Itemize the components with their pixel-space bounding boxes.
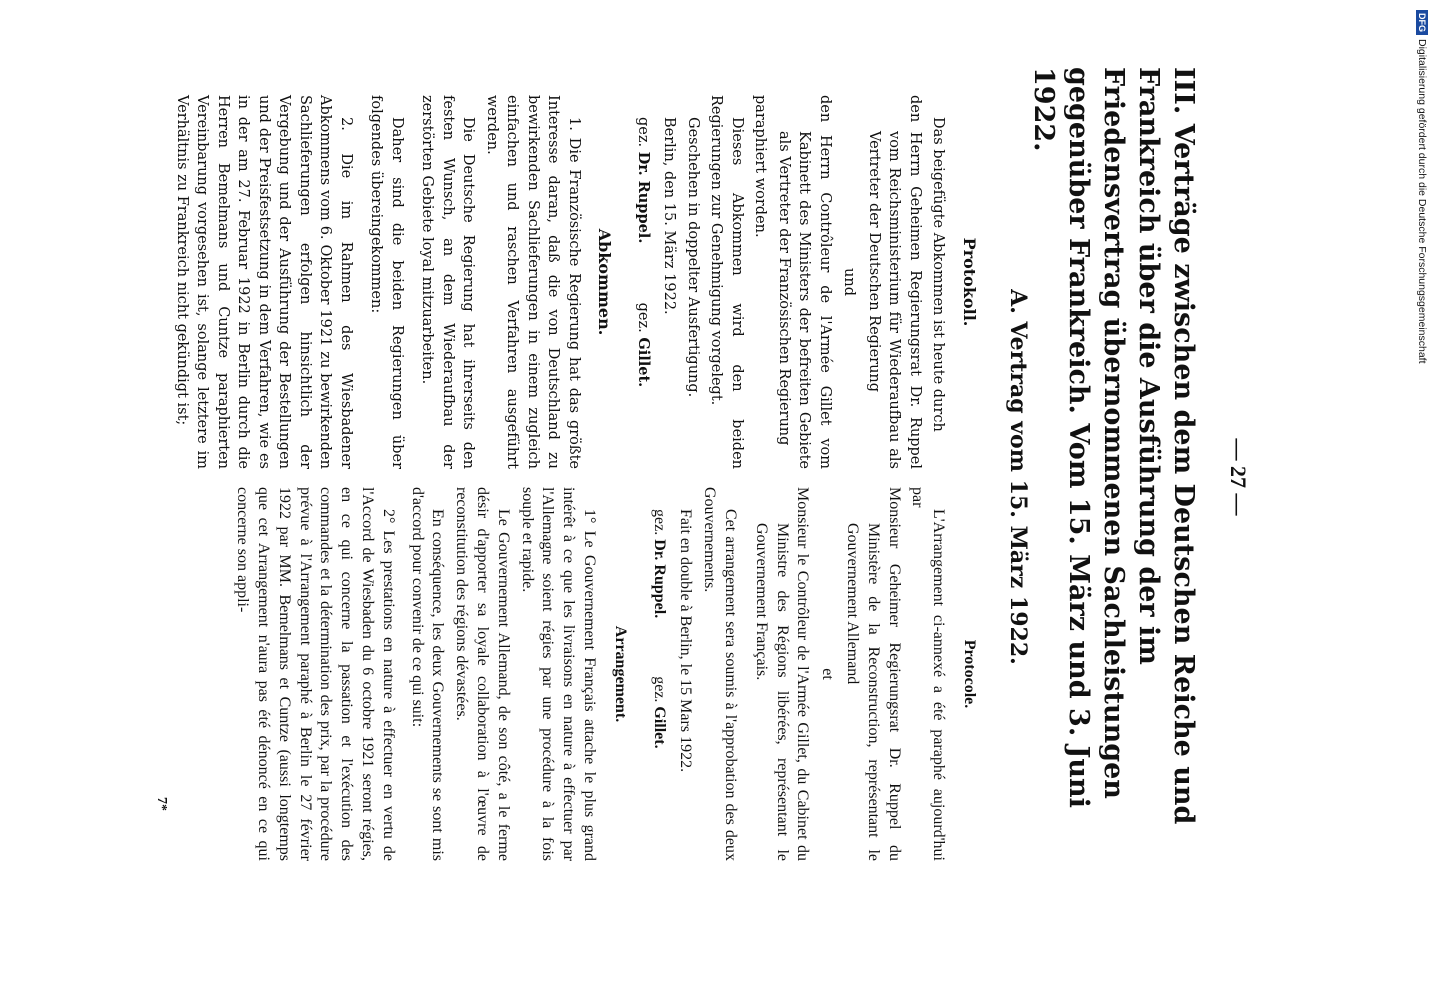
protokoll-paragraph: Das beigefügte Abkommen ist heute durch bbox=[930, 117, 947, 432]
protokoll-paragraph: den Herrn Geheimen Regierungsrat Dr. Ruppel vom Reichsministerium für Wiederaufbau als Vertreter der Deutschen Regierung bbox=[866, 95, 923, 469]
abkommen-paragraph: 2. Die im Rahmen des Wiesbadener Abkommens vom 6. Oktober 1921 zu bewirkenden Sachlieferungen erfolgen hinsichtlich der Vergebung und der Ausführung der Bestellungen und der Preisfestsetzung in dem Verfahren, wie es in der am 27. Februar 1922 in Berlin durch die Herren Bemelmans und Cuntze paraphierten Vereinbarung vorgesehen ist, solange letztere im Verhältnis zu Frankreich nicht gekündigt ist; bbox=[174, 95, 354, 469]
arrangement-paragraph: Le Gouvernement Allemand, de son côté, a le ferme désir d'apporter sa loyale collaboration à l'œuvre de reconstitution des régions dévastées. bbox=[453, 487, 512, 861]
french-column bbox=[229, 487, 986, 861]
protokoll-paragraph: Geschehen in doppelter Ausfertigung. bbox=[685, 117, 701, 398]
protocole-date: Fait en double à Berlin, le 15 Mars 1922. bbox=[677, 509, 695, 773]
protocole-signatures bbox=[648, 487, 669, 861]
protokoll-date: Berlin, den 15. März 1922. bbox=[661, 117, 678, 315]
abkommen-title: Abkommen. bbox=[595, 228, 615, 336]
abkommen-paragraph: Die Deutsche Regierung hat ihrerseits den festen Wunsch, an dem Wiederaufbau der zerstörten Gebiete loyal mitzuarbeiten. bbox=[419, 95, 477, 469]
funding-note: Digitalisierung gefördert durch die Deutsche Forschungsgemeinschaft bbox=[1416, 39, 1428, 364]
protocole-paragraph: Monsieur Geheimer Regierungsrat Dr. Ruppel du Ministère de la Reconstruction, représentant le Gouvernement Allemand bbox=[844, 487, 903, 861]
document-heading: III. Verträge zwischen dem Deutschen Reiche und Frankreich über die Ausführung der im Friedensvertrag übernommenen Sachleistungen gegenüber Frankreich. Vom 15. März und 3. Juni 1922. bbox=[1028, 67, 1199, 825]
arrangement-paragraph: 2° Les prestations en nature à effectuer en vertu de l'Accord de Wiesbaden du 6 octobre 1921 seront régies, en ce qui concerne la passation et l'exécution des commandes et la détermination des prix, par la procédure prévue à l'Arrangement paraphé à Berlin le 27 février 1922 par MM. Bemelmans et Cuntze (aussi longtemps que cet Arrangement n'aura pas été dénoncé en ce qui concerne son appli- bbox=[234, 487, 397, 861]
protokoll-paragraph: den Herrn Contrôleur de l'Armée Gillet vom Kabinett des Ministers der befreiten Gebiete als Vertreter der Französischen Regierung bbox=[776, 95, 833, 469]
protocole-paragraph: L'Arrangement ci-annexé a été paraphé aujourd'hui par bbox=[909, 487, 948, 861]
arrangement-paragraph: 1° Le Gouvernement Français attache le plus grand intérêt à ce que les livraisons en nature à effectuer par l'Allemagne soient régies par une procédure à la fois souple et rapide. bbox=[518, 487, 599, 861]
protocole-conjunction: et bbox=[819, 668, 837, 680]
german-column bbox=[169, 95, 986, 469]
signature-name: Gillet. bbox=[650, 706, 668, 749]
protocole-paragraph: Monsieur le Contrôleur de l'Armée Gillet, du Cabinet du Ministre des Régions libérées, représentant le Gouvernement Français. bbox=[752, 487, 812, 861]
dfg-logo: DFG bbox=[1416, 10, 1428, 35]
document-page bbox=[119, 47, 1259, 907]
abkommen-paragraph: 1. Die Französische Regierung hat das größte Interesse daran, daß die von Deutschland zu bewirkenden Sachlieferungen in einem zugleich einfachen und raschen Verfahren ausgeführt werden. bbox=[484, 95, 582, 469]
protokoll-signatures bbox=[633, 95, 654, 469]
signature-gez: gez. bbox=[650, 676, 668, 703]
signature-name: Gillet. bbox=[635, 337, 652, 388]
signature-gez: gez. bbox=[650, 509, 668, 536]
funding-sidebar bbox=[1412, 10, 1434, 990]
arrangement-title: Arrangement. bbox=[611, 625, 629, 723]
signature-name: Dr. Ruppel. bbox=[650, 539, 668, 619]
signature-gez: gez. bbox=[635, 117, 651, 148]
abkommen-paragraph: Daher sind die beiden Regierungen über folgendes übereingekommen: bbox=[368, 95, 405, 469]
page-number: — 27 — bbox=[1226, 438, 1251, 516]
protokoll-paragraph: Dieses Abkommen wird den beiden Regierungen zur Genehmigung vorgelegt. bbox=[708, 95, 745, 469]
protokoll-paragraph: paraphiert worden. bbox=[752, 95, 769, 238]
signature-gez: gez. bbox=[635, 302, 651, 333]
section-subheading: A. Vertrag vom 15. März 1922. bbox=[1005, 289, 1031, 665]
protokoll-title: Protokoll. bbox=[960, 237, 979, 327]
protocole-title: Protocole. bbox=[961, 639, 978, 709]
protocole-paragraph: Cet arrangement sera soumis à l'approbation des deux Gouvernements. bbox=[701, 487, 740, 861]
signature-mark: 7* bbox=[154, 797, 169, 811]
arrangement-paragraph: En conséquence, les deux Gouvernements se sont mis d'accord pour convenir de ce qui suit: bbox=[408, 487, 447, 861]
protokoll-conjunction: und bbox=[841, 268, 858, 296]
signature-name: Dr. Ruppel. bbox=[635, 151, 652, 244]
